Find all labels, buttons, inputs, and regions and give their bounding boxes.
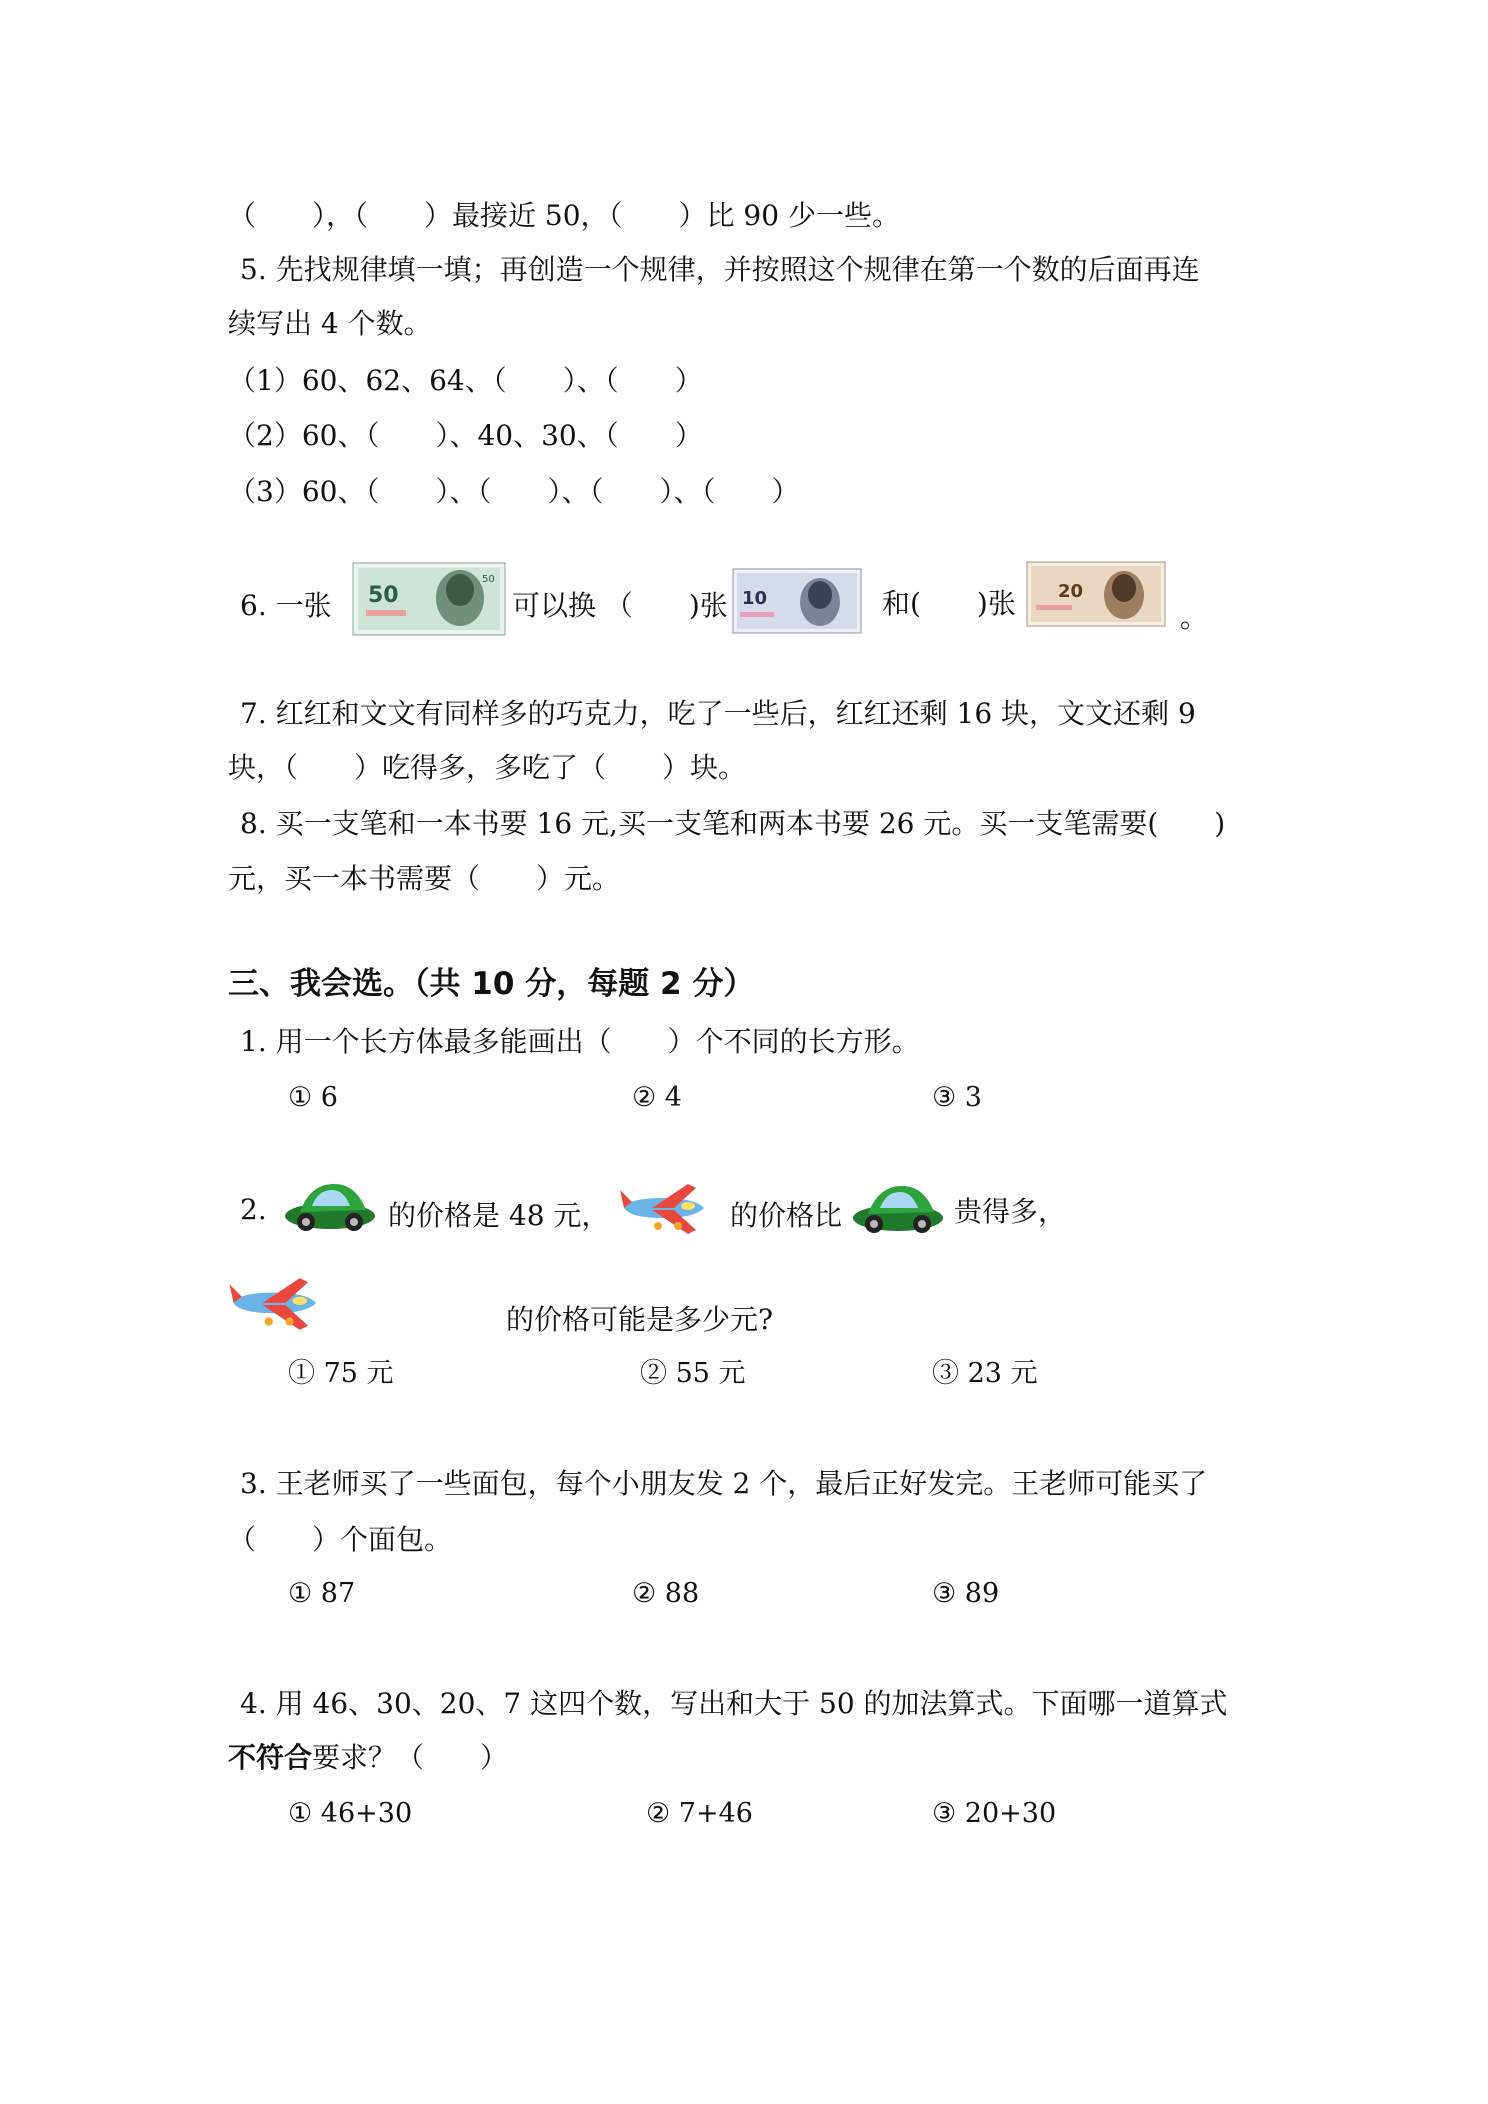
question-5-sub-1: （1）60、62、64、（ ）、（ ） xyxy=(228,364,703,397)
banknote-10-value: 10 xyxy=(742,588,768,609)
question-8-line-1: 8. 买一支笔和一本书要 16 元,买一支笔和两本书要 26 元。买一支笔需要( ) xyxy=(240,807,1226,840)
s3-q2-line-2: 的价格可能是多少元? xyxy=(506,1303,774,1336)
s3-question-1: 1. 用一个长方体最多能画出（ ）个不同的长方形。 xyxy=(240,1025,920,1058)
s3-q3-option-3: ③ 89 xyxy=(932,1578,1000,1609)
question-6-end: 。 xyxy=(1180,601,1209,634)
s3-q2-option-3: ③ 23 元 xyxy=(932,1358,1038,1389)
question-5-sub-3: （3）60、（ ）、（ ）、（ ）、（ ） xyxy=(228,475,800,508)
s3-q4-emphasis: 不符合 xyxy=(228,1741,313,1774)
s3-q2-option-1: ① 75 元 xyxy=(288,1358,394,1389)
question-7-line-2: 块，（ ）吃得多，多吃了（ ）块。 xyxy=(228,751,747,784)
banknote-20-icon xyxy=(1026,561,1166,627)
question-8-line-2: 元，买一本书需要（ ）元。 xyxy=(228,862,621,895)
s3-q1-option-1: ① 6 xyxy=(288,1082,338,1113)
banknote-20-value: 20 xyxy=(1058,581,1084,602)
s3-q4-option-1: ① 46+30 xyxy=(288,1798,413,1829)
s3-q2-option-2: ② 55 元 xyxy=(640,1358,746,1389)
section-3-title: 三、我会选。（共 10 分，每题 2 分） xyxy=(228,966,755,1002)
s3-question-4-line-1: 4. 用 46、30、20、7 这四个数，写出和大于 50 的加法算式。下面哪一道算式 xyxy=(240,1687,1228,1720)
banknote-50-icon xyxy=(352,562,506,636)
s3-q4-rest: 要求？（ ） xyxy=(312,1741,509,1774)
question-6-and: 和( )张 xyxy=(882,587,1016,620)
s3-question-3-line-2: （ ）个面包。 xyxy=(228,1523,453,1556)
banknote-50-value: 50 xyxy=(368,583,399,608)
question-7-line-1: 7. 红红和文文有同样多的巧克力，吃了一些后，红红还剩 16 块，文文还剩 9 xyxy=(240,697,1196,730)
s3-question-2-number: 2. xyxy=(240,1193,267,1226)
banknote-10-icon xyxy=(732,568,862,634)
toy-plane-icon xyxy=(618,1182,712,1238)
question-5-line-1: 5. 先找规律填一填；再创造一个规律，并按照这个规律在第一个数的后面再连 xyxy=(240,253,1200,286)
question-5-line-2: 续写出 4 个数。 xyxy=(228,307,432,340)
s3-question-3-line-1: 3. 王老师买了一些面包，每个小朋友发 2 个，最后正好发完。王老师可能买了 xyxy=(240,1467,1208,1500)
toy-car-icon xyxy=(282,1176,378,1234)
s3-question-4-line-2 xyxy=(228,1738,508,1778)
toy-plane-icon xyxy=(226,1276,326,1334)
question-6-middle: 可以换 （ )张 xyxy=(512,589,728,622)
s3-q1-option-2: ② 4 xyxy=(632,1082,682,1113)
s3-q2-text-3: 贵得多， xyxy=(954,1195,1067,1228)
blank-line-closest: （ ），（ ）最接近 50，（ ）比 90 少一些。 xyxy=(228,199,900,232)
s3-q3-option-2: ② 88 xyxy=(632,1578,700,1609)
s3-q2-text-2: 的价格比 xyxy=(730,1199,843,1232)
s3-q2-text-1: 的价格是 48 元， xyxy=(388,1199,610,1232)
toy-car-icon xyxy=(850,1178,946,1236)
s3-q3-option-1: ① 87 xyxy=(288,1578,356,1609)
svg-text:50: 50 xyxy=(482,574,495,585)
s3-q1-option-3: ③ 3 xyxy=(932,1082,982,1113)
question-6-number: 6. 一张 xyxy=(240,589,332,622)
s3-q4-option-3: ③ 20+30 xyxy=(932,1798,1057,1829)
s3-q4-option-2: ② 7+46 xyxy=(646,1798,753,1829)
question-5-sub-2: （2）60、（ ）、40、30、（ ） xyxy=(228,419,703,452)
